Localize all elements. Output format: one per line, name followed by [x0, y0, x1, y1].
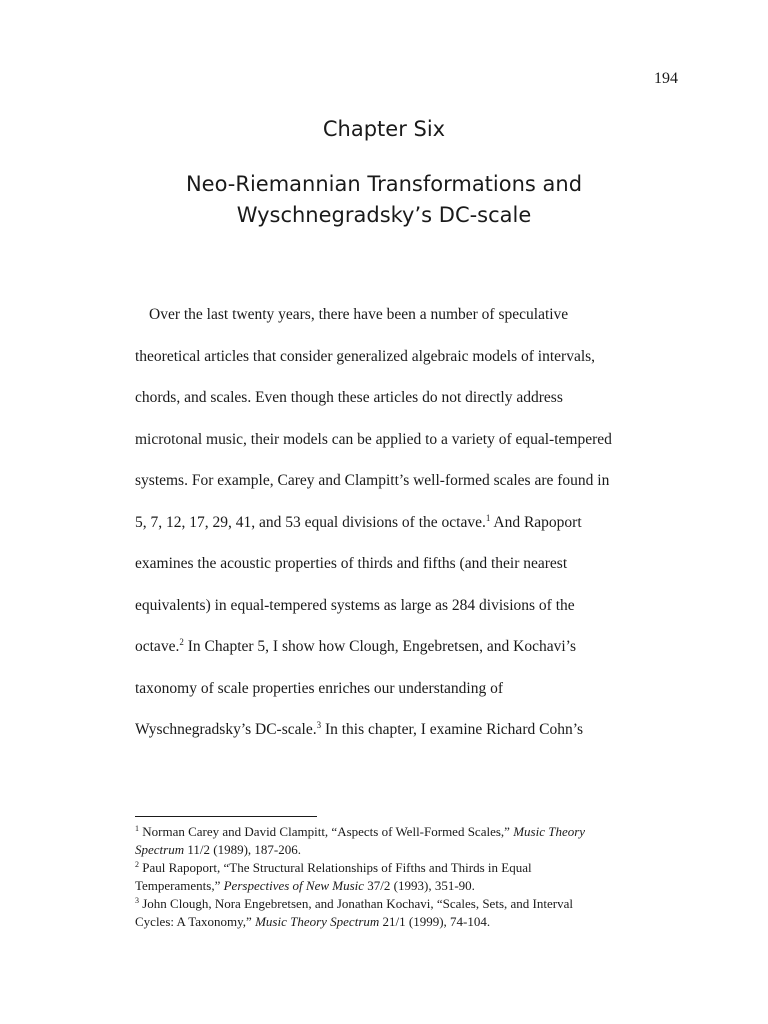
chapter-title-line: Wyschnegradsky’s DC-scale: [236, 203, 532, 227]
footnote-marker[interactable]: 1: [485, 512, 491, 523]
footnote-line: [135, 823, 665, 841]
footnote-text: 37/2 (1993), 351-90.: [364, 878, 475, 893]
footnote-text: Paul Rapoport, “The Structural Relationships of Fifths and Thirds in Equal: [139, 860, 532, 875]
body-line: equivalents) in equal-tempered systems as large as 284 divisions of the: [135, 596, 575, 614]
footnote-journal: Music Theory Spectrum: [255, 914, 380, 929]
footnote-line: [135, 913, 665, 931]
body-line: microtonal music, their models can be applied to a variety of equal-tempered: [135, 430, 612, 448]
footnote-text: 11/2 (1989), 187-206.: [184, 842, 301, 857]
footnote-line: [135, 841, 665, 859]
body-line: examines the acoustic properties of thirds and fifths (and their nearest: [135, 555, 568, 572]
footnote-number: 2: [135, 860, 139, 869]
body-line: [135, 632, 655, 674]
chapter-title-line: Neo-Riemannian Transformations and: [185, 172, 583, 196]
footnote-marker[interactable]: 3: [316, 720, 322, 730]
footnote-text: Norman Carey and David Clampitt, “Aspects of Well-Formed Scales,”: [139, 824, 514, 839]
footnote-marker[interactable]: 2: [179, 637, 184, 647]
footnote-text: 21/1 (1999), 74-104.: [379, 914, 491, 929]
footnote-text: Cycles: A Taxonomy,”: [135, 914, 256, 929]
chapter-label: Chapter Six: [322, 117, 446, 141]
body-line: Over the last twenty years, there have been a number of speculative: [149, 306, 569, 323]
body-line: chords, and scales. Even though these articles do not directly address: [135, 389, 563, 406]
body-text-segment: In this chapter, I examine Richard Cohn’s: [321, 721, 584, 738]
body-text-segment: octave.: [135, 638, 180, 655]
chapter-title: [0, 169, 768, 231]
body-text-segment: And Rapoport: [490, 513, 582, 531]
body-text-segment: Wyschnegradsky’s DC-scale.: [135, 721, 317, 738]
footnote-line: [135, 877, 665, 895]
body-line: [135, 715, 655, 757]
footnote-journal: Music Theory: [513, 824, 586, 839]
body-line: theoretical articles that consider generalized algebraic models of intervals,: [135, 347, 596, 365]
body-line: taxonomy of scale properties enriches our understanding of: [135, 679, 504, 697]
footnote-journal: Perspectives of New Music: [223, 878, 365, 893]
body-line: systems. For example, Carey and Clampitt’s well-formed scales are found in: [135, 472, 610, 489]
body-text-segment: In Chapter 5, I show how Clough, Engebretsen, and Kochavi’s: [183, 638, 576, 655]
footnote-number: 3: [135, 896, 139, 905]
footnote-journal: Spectrum: [135, 842, 185, 857]
body-text-segment: 5, 7, 12, 17, 29, 41, and 53 equal divisions of the octave.: [135, 513, 486, 531]
footnote-number: 1: [135, 824, 139, 833]
footnote-line: [135, 895, 665, 913]
body-line: [135, 508, 655, 550]
footnote-text: Temperaments,”: [135, 878, 224, 893]
page-number: 194: [654, 70, 678, 87]
footnotes: [135, 823, 665, 931]
footnote-divider: [135, 816, 317, 817]
body-paragraph: [135, 300, 655, 757]
footnote-line: [135, 859, 665, 877]
footnote-text: John Clough, Nora Engebretsen, and Jonathan Kochavi, “Scales, Sets, and Interval: [139, 896, 573, 911]
